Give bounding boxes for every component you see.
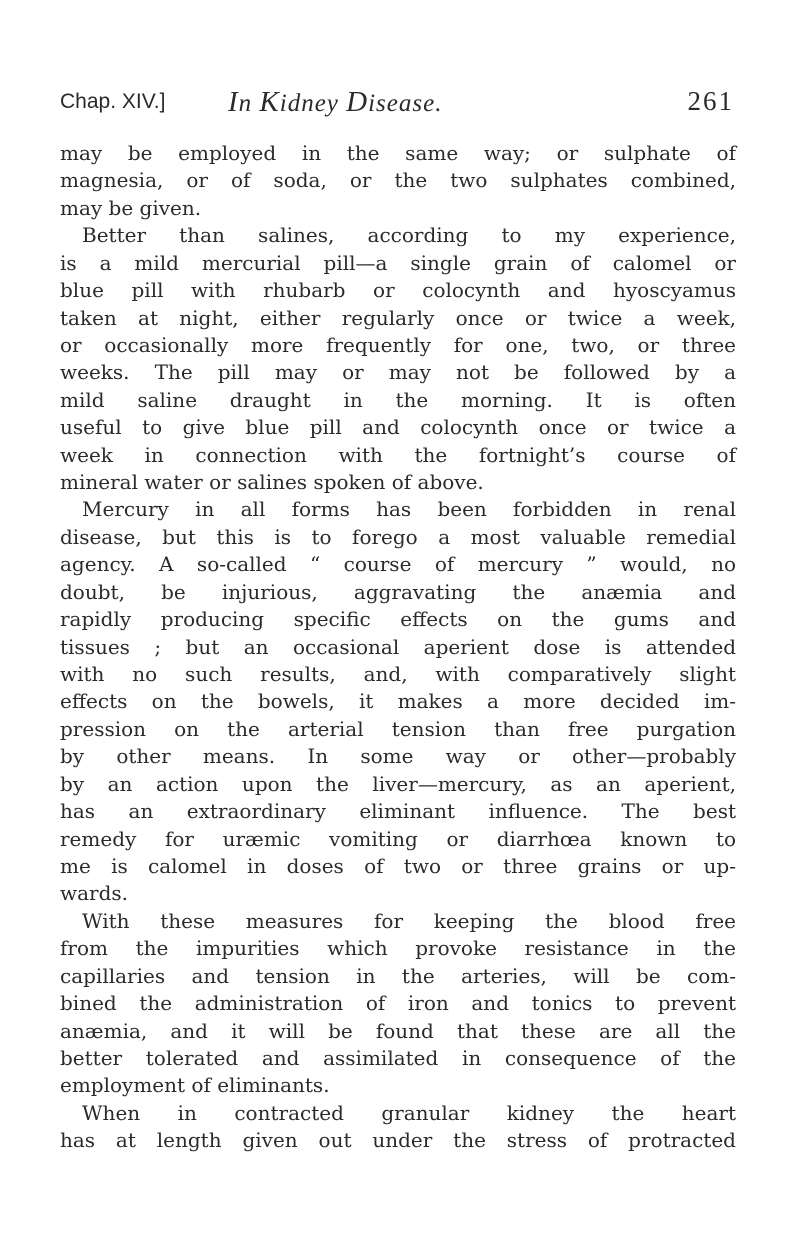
page-number: 261 xyxy=(687,86,734,116)
text-line xyxy=(60,1100,736,1127)
text-line: by other means. In some way or other—probably xyxy=(60,744,736,769)
text-line: bined the administration of iron and tonics to prevent xyxy=(60,991,736,1016)
text-line: disease, but this is to forego a most valuable remedial xyxy=(60,524,736,549)
text-line: with no such results, and, with comparatively slight xyxy=(60,662,736,687)
text-line: or occasionally more frequently for one, two, or three xyxy=(60,332,736,357)
text-line: tissues ; but an occasional aperient dose is attended xyxy=(60,634,736,659)
running-head xyxy=(60,86,736,122)
text-line xyxy=(60,908,736,935)
text-line: me is calomel in doses of two or three grains or up- xyxy=(60,853,736,878)
running-title xyxy=(228,86,442,119)
chapter-label: Chap. XIV.] xyxy=(60,90,166,113)
text-line xyxy=(60,222,736,249)
text-line: wards. xyxy=(60,881,129,906)
text-line: taken at night, either regularly once or twice a week, xyxy=(60,305,736,330)
running-title-part: I xyxy=(228,86,239,118)
text-line: mild saline draught in the morning. It is often xyxy=(60,387,736,412)
running-title-part: isease. xyxy=(368,90,443,117)
body-text xyxy=(60,140,736,1155)
text-line: by an action upon the liver—mercury, as an aperient, xyxy=(60,771,736,796)
text-line: is a mild mercurial pill—a single grain of calomel or xyxy=(60,250,736,275)
text-line: remedy for uræmic vomiting or diarrhœa known to xyxy=(60,826,736,851)
text-line: capillaries and tension in the arteries, will be com- xyxy=(60,963,736,988)
text-line-content: Mercury in all forms has been forbidden in renal xyxy=(82,497,736,522)
running-title-part: n xyxy=(238,90,260,117)
running-title-part: K xyxy=(259,86,280,118)
text-line xyxy=(60,496,736,523)
running-title-part: D xyxy=(346,86,369,118)
text-line: has at length given out under the stress of protracted xyxy=(60,1128,736,1153)
text-line: blue pill with rhubarb or colocynth and hyoscyamus xyxy=(60,278,736,303)
text-line: has an extraordinary eliminant influence. The best xyxy=(60,799,736,824)
text-line: better tolerated and assimilated in consequence of the xyxy=(60,1045,736,1070)
text-line: weeks. The pill may or may not be followed by a xyxy=(60,360,736,385)
text-line: pression on the arterial tension than free purgation xyxy=(60,716,736,741)
text-line: useful to give blue pill and colocynth once or twice a xyxy=(60,415,736,440)
text-line-content: With these measures for keeping the blood free xyxy=(82,908,736,933)
text-line: mineral water or salines spoken of above. xyxy=(60,470,484,495)
text-line: anæmia, and it will be found that these are all the xyxy=(60,1018,736,1043)
text-line: may be employed in the same way; or sulphate of xyxy=(60,141,736,165)
text-line: week in connection with the fortnight’s course of xyxy=(60,442,736,467)
text-line: may be given. xyxy=(60,195,202,220)
text-line: from the impurities which provoke resistance in the xyxy=(60,936,736,961)
text-line-content: Better than salines, according to my experience, xyxy=(82,223,736,248)
text-line: agency. A so-called “ course of mercury ” would, no xyxy=(60,552,736,577)
text-line: effects on the bowels, it makes a more decided im- xyxy=(60,689,736,714)
text-line: doubt, be injurious, aggravating the anæmia and xyxy=(60,579,736,604)
text-line-content: When in contracted granular kidney the heart xyxy=(82,1100,736,1125)
running-title-part: idney xyxy=(279,90,347,117)
text-line: employment of eliminants. xyxy=(60,1073,330,1098)
text-line: rapidly producing specific effects on the gums and xyxy=(60,607,736,632)
text-line: magnesia, or of soda, or the two sulphates combined, xyxy=(60,168,736,193)
